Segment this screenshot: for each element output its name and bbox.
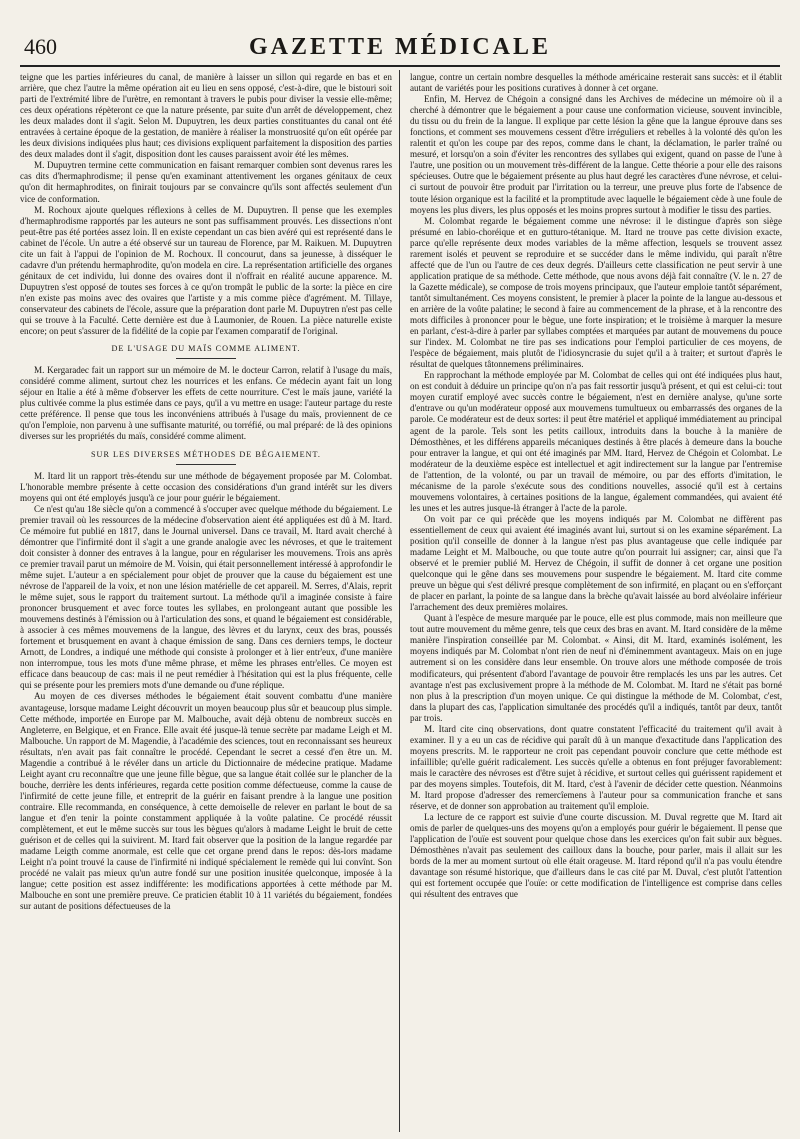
left-column [20,72,392,1132]
paragraph: Ce n'est qu'au 18e siècle qu'on a commencé à s'occuper avec quelque méthode du bégaiement. Le premier travail où les ressources de la médecine d'observation aient été appliquées est dû à M. Itard. Ce mémoire fut publié en 1817, dans le Journal universel. Dans ce travail, M. Itard avait cherché à démontrer que l'infirmité dont il s'agit a une grande analogie avec les névroses, et que le traitement doit consister à donner des entraves à la langue, pour en régulariser les mouvemens. Trois ans après ce premier travail parut un mémoire de M. Voisin, qui était personnellement intéressé à approfondir le même sujet. L'auteur a en spécialement pour objet de prouver que la cause du bégaiement est une névrose de l'appareil de la voix, et non une lésion matérielle de cet appareil. M. Serres, d'Alais, reprit le même sujet, sous le rapport du traitement surtout. La méthode qu'il a imaginée consiste à faire prononcer brusquement et avec force toutes les syllabes, en prolongeant autant que possible les mouvemens destinés à l'émission ou à l'articulation des sons, et quand le bégaiement est considérable, à associer à ces mêmes mouvemens de la langue, des lèvres et du larynx, ceux des bras, poussés fortement et brusquement en avant à chaque émission de sang. Dans ces derniers temps, le docteur Arnott, de Londres, a indiqué une méthode qui consiste à prolonger et à lier entr'eux, d'une manière non interrompue, tous les mots d'une même phrase, et même les phrases entr'elles. Ce moyen est efficace dans beaucoup de cas: mais il ne peut remédier à l'hésitation qui est la plus fréquente, celle qui se présente pour les premiers mots d'une demande ou d'une réplique. [20,503,392,691]
page-number: 460 [24,34,57,59]
paragraph: La lecture de ce rapport est suivie d'une courte discussion. M. Duval regrette que M. Itard ait omis de parler de quelques-uns des moyens qu'on a employés pour guérir le bégaiement. Il pense que l'application de l'ouïe est souvent pour quelque chose dans les exercices qu'on fait subir aux bègues. Démosthènes n'avait pas seulement des cailloux dans la bouche, pour parler, mais il allait sur les bords de la mer au moment surtout où elle était orageuse. M. Itard répond qu'il n'a pas voulu étendre davantage son résumé historique, que d'ailleurs dans le cas cité par M. Duval, c'est plutôt l'attention qui est fortement occupée que l'ouïe: or cette modification de l'intelligence est comprise dans celles qui résultent des entraves que [410,812,782,900]
journal-title: GAZETTE MÉDICALE [248,34,552,60]
page-header [0,0,800,68]
section-heading: SUR LES DIVERSES MÉTHODES DE BÉGAIEMENT. [91,449,321,459]
section-rule [176,464,236,465]
paragraph: langue, contre un certain nombre desquelles la méthode américaine resterait sans succès: et il établit autant de variétés pour les positions curatives à donner à cet organe. [410,72,782,94]
paragraph: Enfin, M. Hervez de Chégoin a consigné dans les Archives de médecine un mémoire où il a cherché à démontrer que le bégaiement a pour cause une conformation vicieuse, souvent invincible, du tissu ou du frein de la langue. Il explique par cette lésion la gêne que la langue éprouve dans ses fonctions, et comment ses mouvemens cessent d'être irréguliers et rebelles à la volonté dès qu'on les ralentit et qu'on les coupe par des repos, comme dans le chant, la déclamation, le parler traîné ou mesuré, et lorsqu'on a soin d'éviter les rencontres des syllabes qui exigent, quand on passe de l'une à l'autre, une position ou un mouvement très-différent de la langue. Cette théorie a pour elle des raisons spécieuses. Outre que le bégaiement présente au plus haut degré les caractères d'une névrose, et celui-ci surtout de pouvoir être produit par l'irritation ou la terreur, une preuve plus forte de l'absence de toute lésion organique est la facilité et la promptitude avec laquelle le bégaiement cède à une foule de moyens les plus divers, les plus opposés et les moins propres surtout à modifier le tissu des parties. [410,94,782,215]
section-heading: DE L'USAGE DU MAÏS COMME ALIMENT. [111,344,301,354]
paragraph: Au moyen de ces diverses méthodes le bégaiement était souvent combattu d'une manière avantageuse, lorsque madame Leight découvrit un moyen beaucoup plus sûr et beaucoup plus simple. Cette méthode, importée en Europe par M. Malbouche, avait déjà obtenu de nombreux succès en Angleterre, en Belgique, et en France. Elle avait été jusque-là tenue secrète par madame Leigh et M. Malbouche. Un rapport de M. Magendie, à l'académie des sciences, tout en reconnaissant ses heureux résultats, n'en avait pas fait connaître le procédé. Cependant le secret a cessé d'en être un. M. Magendie a contribué à le révéler dans un article du Dictionnaire de médecine pratique. Madame Leight ayant cru reconnaître que une jeune fille bègue, que sa langue était collée sur le plancher de la bouche, derrière les dents inférieures, regarda cette position comme défectueuse, comme la cause de l'infirmité de cette jeune fille, et entreprit de la guérir en faisant prendre à la langue une position contraire. Elle recommanda, en conséquence, à cette demoiselle de relever en parlant le bout de sa langue et d'en tenir la pointe constamment appliquée à la voûte palatine. Ce procédé réussit complètement, et eut le même succès sur tous les bègues qu'alors à madame Leight le bruit de cette guérison et de celles qui la suivirent. M. Itard fait observer que la position de la langue regardée par madame Leigth comme anormale, est celle que cet organe prend dans le repos: dès-lors madame Leight n'a point trouvé la cause de l'infirmité ni indiqué spécialement le remède qui lui convînt. Son procédé ne valait pas mieux qu'un autre fondé sur une position inusitée quelconque, imposée à la langue; cette position est assez indifférente: les modifications apportées à cette méthode par M. Malbouche en sont une première preuve. Ce praticien établit 10 à 11 variétés du bégaiement, fondées sur autant de positions défectueuses de la [20,691,392,912]
paragraph: M. Dupuytren termine cette communication en faisant remarquer combien sont devenus rares les cas dits d'hermaphrodisme; il pense qu'en examinant attentivement les organes génitaux de ceux qu'on dit hermaphrodites, on finirait toujours par se convaincre qu'ils sont affectés seulement d'un vice de conformation. [20,160,392,204]
paragraph: En rapprochant la méthode employée par M. Colombat de celles qui ont été indiquées plus haut, on est conduit à déduire un principe qu'on n'a pas fait ressortir jusqu'à présent, et qui est celui-ci: tout moyen curatif employé avec succès contre le bégaiement, n'est en dernière analyse, qu'une sorte d'entrave ou qu'un modérateur opposé aux mouvemens tumultueux ou embarrassés des organes de la parole. Ce modérateur est de deux sortes: il peut être matériel et appliqué immédiatement au principal agent de la parole. Tels sont les petits cailloux, introduits dans la bouche à la manière de Démosthènes, et les différens appareils mécaniques destinés à être placés à demeure dans la bouche pour entraver la langue, et qui ont été imaginés par MM. Itard, Hervez de Chégoin et Colombat. Le modérateur de la deuxième espèce est intellectuel et agit indirectement sur la langue par l'entremise de l'attention, de la volonté, ou par un travail de mémoire, ou par des efforts d'imitation, le mécanisme de la parole s'exécute sous des conditions nouvelles, associé qu'il est à certains mouvemens volontaires, à certaines positions de la langue, également commandées, qui avaient été les unes et les autres jusque-là étranger à l'acte de la parole. [410,370,782,513]
paragraph: Quant à l'espèce de mesure marquée par le pouce, elle est plus commode, mais non meilleure que tout autre mouvement du même genre, tels que ceux des bras en avant. M. Itard considère de la même manière l'inspiration conseillée par M. Colombat. « Ainsi, dit M. Itard, examinés isolément, les moyens indiqués par M. Colombat n'ont rien de neuf ni d'éminemment avantageux. Mais on en juge autrement si on les considère dans leur ensemble. On trouve alors une méthode composée de trois modificateurs, qui présentent d'abord l'avantage de pouvoir être remplacés les uns par les autres. Cet avantage n'est pas exclusivement propre à la méthode de M. Colombat. M. Itard ne s'était pas borné non plus à la prescription d'un moyen unique. Ce qui distingue la méthode de M. Colombat, c'est, dans la plupart des cas, l'application simultanée des procédés qu'il a indiqués, tantôt par deux, tantôt par trois. [410,613,782,723]
column-divider [399,70,400,1132]
paragraph: M. Kergaradec fait un rapport sur un mémoire de M. le docteur Carron, relatif à l'usage du maïs, considéré comme aliment, surtout chez les nourrices et les enfans. Ce médecin ayant fait un long séjour en Italie a été à même d'observer les effets de cette nourriture. C'est le maïs jaune, variété la plus cultivée comme la plus estimée dans ce pays, qu'il a vu mettre en usage: l'auteur partage du reste cette préférence. Il pense que tous les inconvéniens attribués à l'usage du maïs, proviennent de ce qu'on l'emploie, non parvenu à une suffisante maturité, ou torréfié, ou mal préparé: de là des opinions diverses sur les propriétés du maïs, considéré comme aliment. [20,365,392,442]
paragraph: M. Itard cite cinq observations, dont quatre constatent l'efficacité du traitement qu'il avait à examiner. Il y a eu un cas de récidive qui paraît dû à un manque d'exactitude dans l'application des moyens prescrits. M. le rapporteur ne croit pas cependant pouvoir conclure que cette méthode est infaillible; qu'elle guérit radicalement. Les succès qu'elle a obtenus en font préjuger favorablement: mais le caractère des névroses est d'être sujet à récidive, et surtout celles qui guérissent rapidement et par des moyens simples. Toutefois, dit M. Itard, c'est à l'avenir de décider cette question. Néanmoins M. Itard propose d'adresser des remercîemens à l'auteur pour sa communication franche et sans réserve, et de donner son approbation au traitement qu'il emploie. [410,723,782,812]
paragraph: On voit par ce qui précède que les moyens indiqués par M. Colombat ne diffèrent pas essentiellement de ceux qui avaient été imaginés avant lui, surtout si on les examine séparément. La position qu'il conseille de donner à la langue n'est pas plus avantageuse que celle indiquée par madame Leight et M. Malbouche, ou que toute autre qu'on pourrait lui assigner; car, ainsi que l'a observé et le premier publié M. Hervez de Chégoin, il suffit de donner à cet organe une position quelconque qui le gêne dans ses mouvemens pour suspendre le bégaiement. M. Itard cite comme preuve un bègue qui s'est délivré presque complètement de son infirmité, en plaçant ou en s'efforçant de placer en parlant, la pointe de sa langue dans la brèche qu'avait laissée au bord alvéolaire inférieur l'arrachement des deux premières molaires. [410,513,782,613]
section-rule [176,358,236,359]
paragraph: M. Itard lit un rapport très-étendu sur une méthode de bégayement proposée par M. Colombat. L'honorable membre présente à cette occasion des considérations d'un grand intérêt sur les divers moyens qui ont été employés jusqu'à ce jour pour guérir le bégaiement. [20,470,392,503]
right-column [410,72,782,1132]
header-rule [20,65,780,67]
paragraph: M. Colombat regarde le bégaiement comme une névrose: il le distingue d'après son siège présumé en labio-choréique et en gutturo-tétanique. M. Itard ne trouve pas cette division exacte, parce qu'elle représente deux modes variables de la même affection, lesquels se trouvent assez rarement isolés et peuvent se reproduire et se succéder dans le même individu, qui paraît n'être affecté que de l'un ou l'autre de ces deux degrés. D'ailleurs cette classification ne peut servir à une application pratique de sa méthode. Cette méthode, que nous avons déjà fait connaître (V. le n. 27 de la Gazette médicale), se compose de trois moyens principaux, que l'auteur emploie tantôt séparément, tantôt simultanément. Ces moyens consistent, le premier à placer la pointe de la langue au-dessous et en arrière de la voûte palatine; le second à faire au commencement de la phrase, et à la rencontre des mots difficiles à prononcer pour le bègue, une forte inspiration; et le troisième à marquer la mesure en parlant, c'est-à-dire à parler par syllabes comptées et marquées par autant de mouvemens du pouce sur l'index. M. Colombat ne tire pas ses indications pour l'emploi particulier de ces moyens, de l'espèce de bégaiement, mais plutôt de l'idiosyncrasie du sujet qu'il a à traiter; et surtout d'après le résultat de quelques tâtonnemens préliminaires. [410,215,782,370]
paragraph: teigne que les parties inférieures du canal, de manière à laisser un sillon qui regarde en bas et en arrière, que chez l'autre la même opération ait eu lieu en sens opposé, c'est-à-dire, que le bistouri soit parti de l'extrémité libre de l'urètre, en remontant à travers le pubis pour diviser la vessie elle-même; ces deux opérations répèteront ce que la nature présente, par suite d'un arrêt de développement, chez les deux malades dont il s'agit. Selon M. Dupuytren, les deux parties constituantes du canal ont été entravées à certaine époque de la gestation, de manière à réaliser la monstruosité qu'on eût opérée par les deux divisions indiquées plus haut; ces divisions expliquent parfaitement la disposition des parties des deux malades dont il s'agit, disposition dont les causes paraissent avoir été les mêmes. [20,72,392,160]
paragraph: M. Rochoux ajoute quelques réflexions à celles de M. Dupuytren. Il pense que les exemples d'hermaphrodisme rapportés par les auteurs ne sont pas suffisamment prouvés. Les dissections n'ont peut-être pas été portées assez loin. Il en existe cependant un cas bien avéré qui est représenté dans le cabinet de l'école. Un autre a été observé sur un taureau de Florence, par M. Raikuen. M. Dupuytren cite un fait à l'appui de l'opinion de M. Rochoux. Il concourut, dans sa jeunesse, à disséquer le cadavre d'un prétendu hermaphrodite, qu'on modela en cire. La représentation artificielle des organes génitaux de cet individu, lui donne des ovaires dont il n'offrait en réalité aucune apparence. M. Dupuytren s'est opposé de toutes ses forces à ce qu'on trompât le public de la sorte: la pièce en cire n'en existe pas moins avec des ovaires que l'artiste y a mis comme pièce d'agrément. M. Tillaye, conservateur des cabinets de l'école, assure que la préparation dont parle M. Dupuytren n'est pas celle qui se trouve à la Faculté. Cette dernière est due à Laumonier, de Rouen. La pièce naturelle existe encore; on peut s'assurer de la fidélité de la copie par l'examen comparatif de l'original. [20,204,392,337]
